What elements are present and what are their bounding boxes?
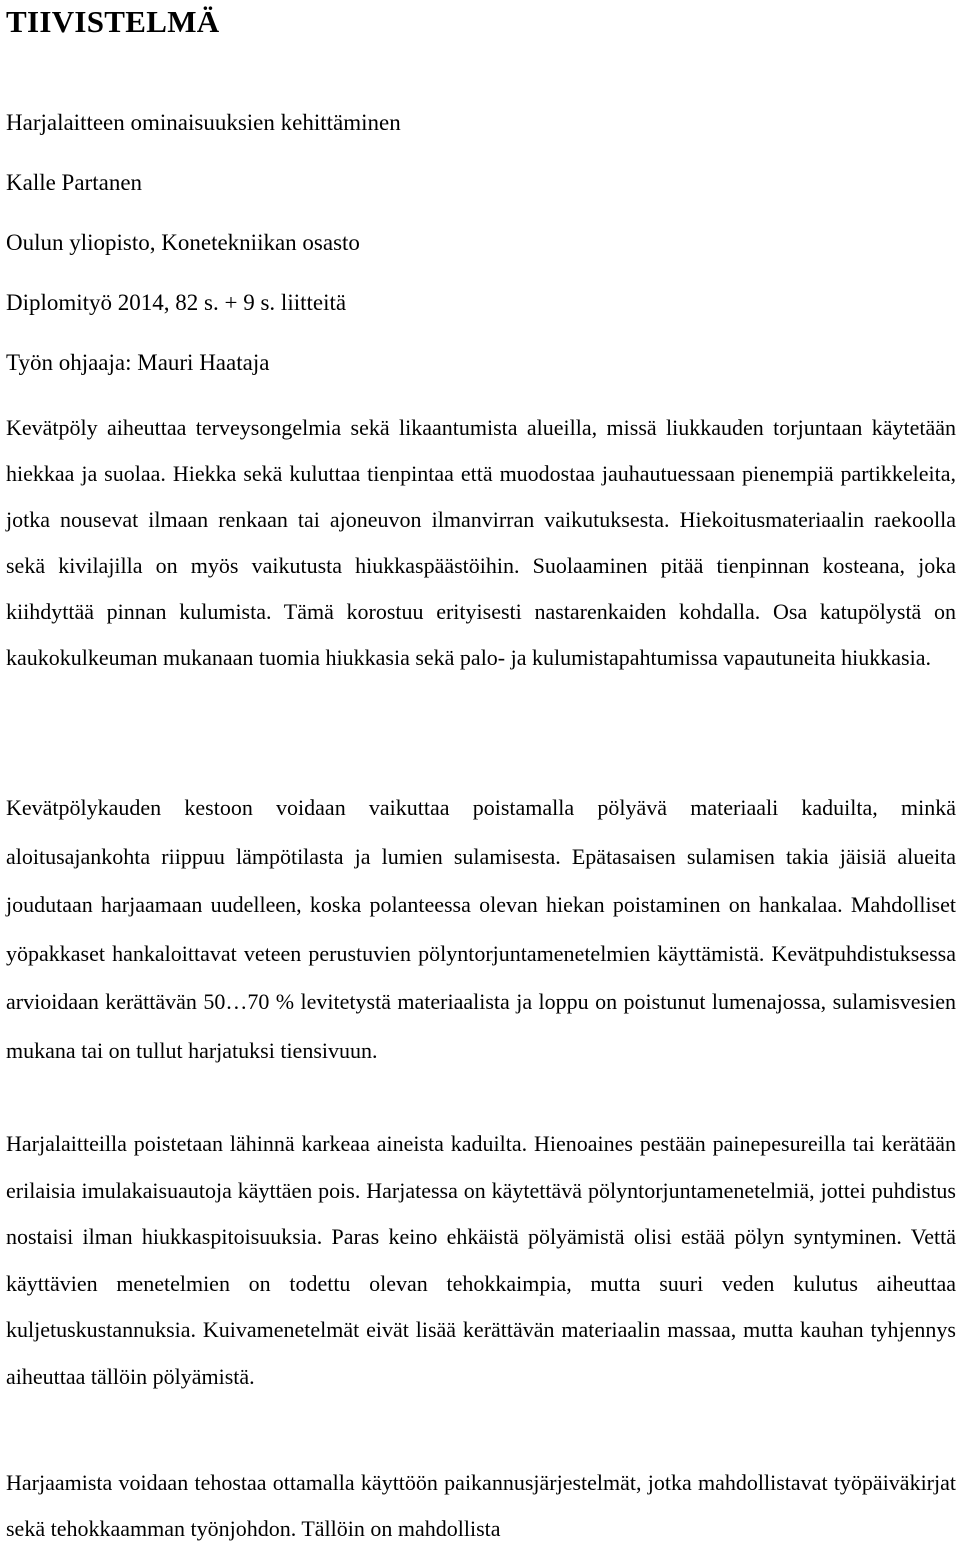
institution: Oulun yliopisto, Konetekniikan osasto	[6, 230, 360, 255]
abstract-paragraph: Harjaamista voidaan tehostaa ottamalla käyttöön paikannusjärjestelmät, jotka mahdollistavat työpäiväkirjat sekä tehokkaamman työnjohdon. Tällöin on mahdollista	[6, 1470, 956, 1541]
document-title: TIIVISTELMÄ	[6, 4, 220, 39]
abstract-paragraph: Harjalaitteilla poistetaan lähinnä karkeaa aineista kaduilta. Hienoaines pestään painepesureilla tai kerätään erilaisia imulakaisuautoja käyttäen pois. Harjatessa on käytettävä pölyntorjuntamenetelmiä, jottei puhdistus nostaisi ilman hiukkaspitoisuuksia. Paras keino ehkäistä pölyämistä olisi estää pölyn syntyminen. Vettä käyttävien menetelmien on todettu olevan tehokkaimpia, mutta suuri veden kulutus aiheuttaa kuljetuskustannuksia. Kuivamenetelmät eivät lisää kerättävän materiaalin massaa, mutta kauhan tyhjennys aiheuttaa tällöin pölyämistä.	[6, 1131, 956, 1389]
abstract-paragraph: Kevätpöly aiheuttaa terveysongelmia sekä likaantumista alueilla, missä liukkauden torjuntaan käytetään hiekkaa ja suolaa. Hiekka sekä kuluttaa tienpintaa että muodostaa jauhautuessaan pienempiä partikkeleita, jotka nousevat ilmaan renkaan tai ajoneuvon ilmanvirran vaikutuksesta. Hiekoitusmateriaalin raekoolla sekä kivilajilla on myös vaikutusta hiukkaspäästöihin. Suolaaminen pitää tienpinnan kosteana, joka kiihdyttää pinnan kulumista. Tämä korostuu erityisesti nastarenkaiden kohdalla. Osa katupölystä on kaukokulkeuman mukanaan tuomia hiukkasia sekä palo- ja kulumistapahtumissa vapautuneita hiukkasia.	[6, 415, 956, 670]
author-name: Kalle Partanen	[6, 170, 143, 195]
abstract-paragraph: Kevätpölykauden kestoon voidaan vaikuttaa poistamalla pölyävä materiaali kaduilta, minkä aloitusajankohta riippuu lämpötilasta ja lumien sulamisesta. Epätasaisen sulamisen takia jäisiä alueita joudutaan harjaamaan uudelleen, koska polanteessa olevan hiekan poistaminen on hankalaa. Mahdolliset yöpakkaset hankaloittavat veteen perustuvien pölyntorjuntamenetelmien käyttämistä. Kevätpuhdistuksessa arvioidaan kerättävän 50…70 % levitetystä materiaalista ja loppu on poistunut lumenajossa, sulamisvesien mukana tai on tullut harjatuksi tiensivuun.	[6, 795, 956, 1063]
thesis-title: Harjalaitteen ominaisuuksien kehittäminen	[6, 110, 401, 135]
thesis-info: Diplomityö 2014, 82 s. + 9 s. liitteitä	[6, 290, 347, 315]
supervisor: Työn ohjaaja: Mauri Haataja	[6, 350, 270, 375]
